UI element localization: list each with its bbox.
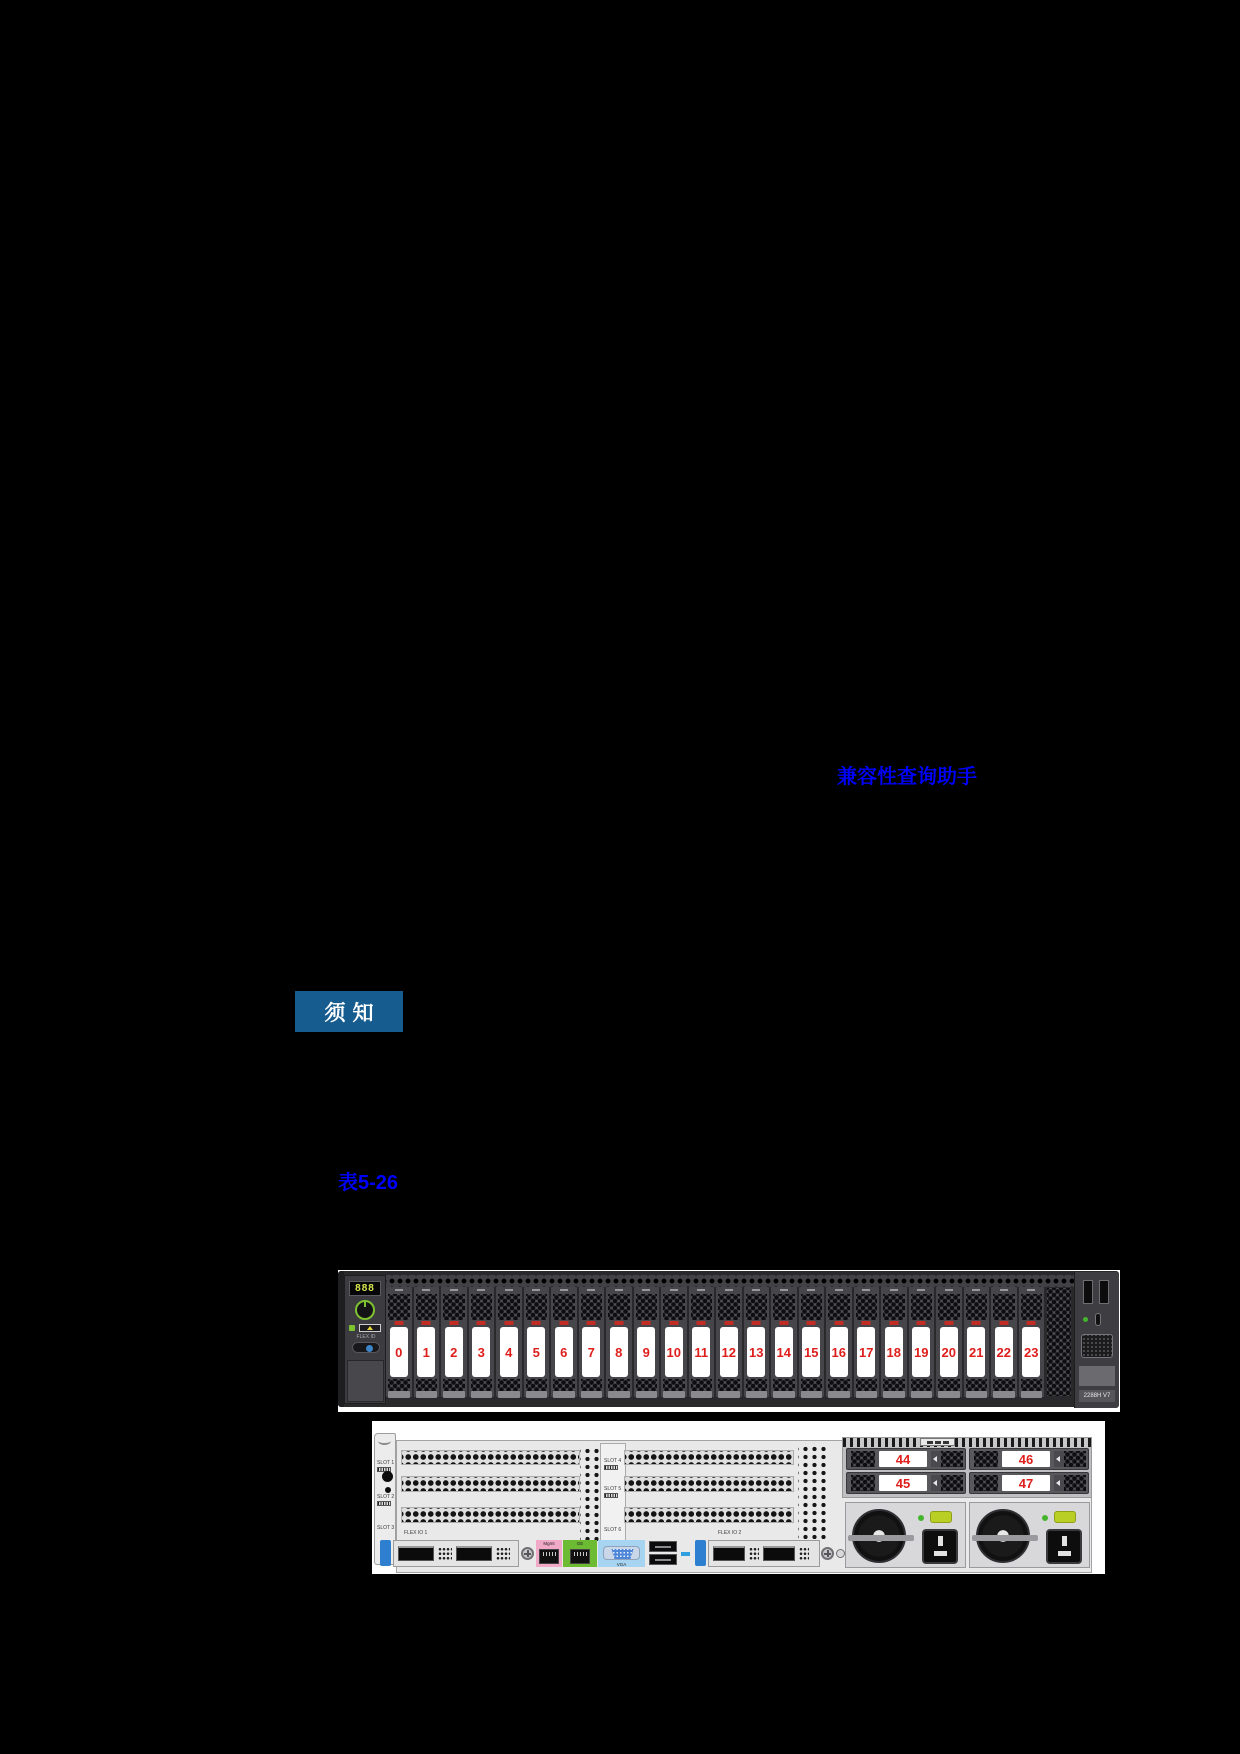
flexio1-label: FLEX IO 1 <box>404 1530 428 1536</box>
bay-latch-icon <box>642 1321 651 1325</box>
diagnostic-display: 888 <box>349 1281 381 1296</box>
psu-2 <box>969 1502 1090 1568</box>
top-vent-strip <box>386 1275 1074 1287</box>
bay-pull-tab <box>416 1391 438 1398</box>
latch-vent <box>1064 1475 1086 1491</box>
bay-pull-tab <box>718 1391 740 1398</box>
bay-vent-top <box>993 1294 1015 1320</box>
slot2-label: SLOT 2 <box>377 1494 395 1500</box>
drive-number-label: 7 <box>582 1327 600 1377</box>
slot1-label: SLOT 1 <box>377 1460 395 1466</box>
front-drive-bays <box>386 1287 1044 1397</box>
front-drive-bay[interactable] <box>469 1287 495 1397</box>
bay-release-clip <box>752 1289 760 1291</box>
bay-release-clip <box>422 1289 430 1291</box>
drive-number-label: 14 <box>775 1327 793 1377</box>
bay-pull-tab <box>498 1391 520 1398</box>
bay-latch-icon <box>587 1321 596 1325</box>
vga-port-label: VGA <box>616 1562 627 1567</box>
bay-vent-top <box>553 1294 575 1320</box>
mgmt-rj45-port[interactable] <box>539 1549 559 1564</box>
uid-led-icon <box>366 1345 373 1352</box>
bay-latch-icon <box>834 1321 843 1325</box>
bay-release-clip <box>835 1289 843 1291</box>
bay-vent-top <box>526 1294 548 1320</box>
front-control-panel <box>344 1275 386 1404</box>
notice-badge: 须知 <box>295 991 403 1032</box>
server-rear-view-figure <box>372 1421 1105 1574</box>
ge-rj45-port[interactable] <box>570 1549 590 1564</box>
health-led-icon <box>349 1325 355 1331</box>
bay-pull-tab <box>443 1391 465 1398</box>
bay-release-clip <box>615 1289 623 1291</box>
flexio-card-2 <box>708 1540 820 1567</box>
latch-arrow-icon <box>1056 1480 1060 1486</box>
pcie-blank-5 <box>624 1476 794 1492</box>
bay-latch-icon <box>449 1321 458 1325</box>
bay-vent-bottom <box>608 1379 630 1391</box>
flexio2-label: FLEX IO 2 <box>718 1530 742 1536</box>
bay-vent-bottom <box>663 1379 685 1391</box>
front-drive-bay[interactable] <box>964 1287 990 1397</box>
bay-vent-bottom <box>553 1379 575 1391</box>
right-vent-strip <box>798 1443 828 1539</box>
drive-number-label: 2 <box>445 1327 463 1377</box>
front-drive-bay[interactable] <box>909 1287 935 1397</box>
cage-vent-rail <box>843 1438 1091 1447</box>
cage-rail-label <box>920 1438 955 1446</box>
bay-release-clip <box>945 1289 953 1291</box>
bay-vent-bottom <box>581 1379 603 1391</box>
flexio2-latch-tab[interactable] <box>695 1540 706 1566</box>
bay-pull-tab <box>1021 1391 1043 1398</box>
front-drive-bay[interactable] <box>991 1287 1017 1397</box>
usb-port-1[interactable] <box>1083 1280 1093 1304</box>
front-drive-bay[interactable] <box>386 1287 412 1397</box>
drive-number-label: 17 <box>857 1327 875 1377</box>
front-drive-bay[interactable] <box>441 1287 467 1397</box>
front-drive-bay[interactable] <box>551 1287 577 1397</box>
bay-vent-bottom <box>801 1379 823 1391</box>
pcie-blank-3 <box>401 1507 580 1523</box>
drive-number-label: 18 <box>885 1327 903 1377</box>
bay-latch-icon <box>807 1321 816 1325</box>
pcie-blank-4 <box>624 1450 794 1465</box>
bay-release-clip <box>450 1289 458 1291</box>
bay-latch-icon <box>532 1321 541 1325</box>
bay-vent-bottom <box>993 1379 1015 1391</box>
front-drive-bay[interactable] <box>881 1287 907 1397</box>
pull-out-tab <box>1079 1366 1115 1386</box>
bay-release-clip <box>807 1289 815 1291</box>
drive-number-label: 20 <box>940 1327 958 1377</box>
slot3-label: SLOT 3 <box>377 1525 395 1531</box>
drive-number-label: 16 <box>830 1327 848 1377</box>
front-drive-bay[interactable] <box>799 1287 825 1397</box>
latch-vent <box>941 1451 963 1467</box>
drive-number-label: 12 <box>720 1327 738 1377</box>
riser-divider <box>600 1443 626 1543</box>
bay-vent-top <box>856 1294 878 1320</box>
bay-vent-top <box>663 1294 685 1320</box>
latch-arrow-icon <box>1056 1456 1060 1462</box>
bay-latch-icon <box>724 1321 733 1325</box>
bay-pull-tab <box>581 1391 603 1398</box>
bay-latch-icon <box>999 1321 1008 1325</box>
slot5-barcode <box>604 1493 618 1498</box>
front-drive-bay[interactable] <box>1019 1287 1045 1397</box>
bay-release-clip <box>1000 1289 1008 1291</box>
knockout-hole <box>382 1471 393 1482</box>
bay-latch <box>1054 1475 1086 1491</box>
bay-release-clip <box>862 1289 870 1291</box>
bay-latch-icon <box>394 1321 403 1325</box>
bay-vent-top <box>416 1294 438 1320</box>
port-vent-grid <box>496 1547 510 1561</box>
drive-number-label: 47 <box>1002 1475 1050 1491</box>
bay-vent-top <box>773 1294 795 1320</box>
bay-pull-tab <box>471 1391 493 1398</box>
pcie-blank-6 <box>624 1507 794 1523</box>
bay-vent-top <box>1021 1294 1043 1320</box>
bay-vent <box>974 1475 998 1491</box>
captive-screw[interactable] <box>521 1547 534 1560</box>
bay-vent-bottom <box>691 1379 713 1391</box>
ear-handle-icon <box>378 1437 391 1445</box>
bay-vent-top <box>388 1294 410 1320</box>
bay-latch <box>931 1451 963 1467</box>
drive-number-label: 19 <box>912 1327 930 1377</box>
front-drive-bay[interactable] <box>744 1287 770 1397</box>
psu1-status-led-icon <box>918 1515 924 1521</box>
bay-vent-top <box>608 1294 630 1320</box>
drive-number-label: 22 <box>995 1327 1013 1377</box>
drive-number-label: 5 <box>527 1327 545 1377</box>
latch-vent <box>941 1475 963 1491</box>
psu2-fan-icon <box>976 1509 1030 1563</box>
compatibility-checker-link[interactable]: 兼容性查询助手 <box>837 766 977 788</box>
model-label: 2288H V7 <box>1079 1390 1115 1402</box>
front-drive-bay[interactable] <box>771 1287 797 1397</box>
bay-latch-icon <box>889 1321 898 1325</box>
slot6-label: SLOT 6 <box>604 1527 622 1533</box>
bay-pull-tab <box>746 1391 768 1398</box>
bay-pull-tab <box>608 1391 630 1398</box>
network-port-1[interactable] <box>398 1546 434 1561</box>
drive-number-label: 46 <box>1002 1451 1050 1467</box>
bay-latch <box>1054 1451 1086 1467</box>
front-drive-bay[interactable] <box>606 1287 632 1397</box>
bay-release-clip <box>697 1289 705 1291</box>
bay-vent <box>851 1475 875 1491</box>
rear-drive-bay[interactable] <box>969 1472 1089 1494</box>
drive-number-label: 45 <box>879 1475 927 1491</box>
bay-vent-top <box>911 1294 933 1320</box>
front-chassis <box>338 1271 1119 1407</box>
bay-latch-icon <box>477 1321 486 1325</box>
bay-vent-bottom <box>416 1379 438 1391</box>
mgmt-port-block <box>536 1540 562 1567</box>
rear-drive-bay[interactable] <box>846 1472 966 1494</box>
bay-vent-top <box>746 1294 768 1320</box>
bay-vent-top <box>691 1294 713 1320</box>
status-indicator-icons <box>349 1324 383 1332</box>
bay-latch-icon <box>559 1321 568 1325</box>
warning-triangle-icon <box>367 1326 373 1330</box>
bay-vent-top <box>828 1294 850 1320</box>
psu2-power-inlet[interactable] <box>1046 1529 1082 1564</box>
bay-pull-tab <box>801 1391 823 1398</box>
label-plate <box>347 1360 384 1402</box>
bay-latch-icon <box>917 1321 926 1325</box>
drive-number-label: 8 <box>610 1327 628 1377</box>
bay-latch-icon <box>697 1321 706 1325</box>
bay-release-clip <box>725 1289 733 1291</box>
psu1-latch-clip[interactable] <box>930 1511 952 1523</box>
bay-vent-bottom <box>746 1379 768 1391</box>
status-indicator <box>681 1552 690 1556</box>
bay-release-clip <box>972 1289 980 1291</box>
rear-usb-port-1[interactable] <box>649 1541 677 1552</box>
bay-vent-top <box>801 1294 823 1320</box>
captive-screw[interactable] <box>821 1547 834 1560</box>
front-drive-bay[interactable] <box>524 1287 550 1397</box>
bay-vent-bottom <box>388 1379 410 1391</box>
bay-pull-tab <box>691 1391 713 1398</box>
vga-port-block <box>598 1540 645 1567</box>
bay-vent-bottom <box>1021 1379 1043 1391</box>
bay-vent-top <box>966 1294 988 1320</box>
slot4-label: SLOT 4 <box>604 1458 622 1464</box>
bay-vent-top <box>471 1294 493 1320</box>
bay-pull-tab <box>773 1391 795 1398</box>
bay-latch-icon <box>504 1321 513 1325</box>
slot5-label: SLOT 5 <box>604 1486 622 1492</box>
bay-vent-top <box>636 1294 658 1320</box>
bay-release-clip <box>587 1289 595 1291</box>
server-front-view-figure <box>338 1270 1120 1412</box>
drive-number-label: 21 <box>967 1327 985 1377</box>
bay-vent-bottom <box>718 1379 740 1391</box>
front-drive-bay[interactable] <box>579 1287 605 1397</box>
front-drive-bay[interactable] <box>689 1287 715 1397</box>
bay-latch-icon <box>972 1321 981 1325</box>
table-caption: 表5-26 <box>338 1172 399 1194</box>
bay-vent <box>974 1451 998 1467</box>
drive-number-label: 0 <box>390 1327 408 1377</box>
power-led-icon <box>1083 1317 1088 1322</box>
slot4-barcode <box>604 1465 618 1470</box>
bay-vent-bottom <box>773 1379 795 1391</box>
port-vent-grid <box>749 1547 759 1561</box>
drive-number-label: 1 <box>417 1327 435 1377</box>
bay-vent-bottom <box>883 1379 905 1391</box>
drive-number-label: 9 <box>637 1327 655 1377</box>
drive-number-label: 23 <box>1022 1327 1040 1377</box>
bay-vent-top <box>718 1294 740 1320</box>
mgmt-port-label: Mgmt <box>543 1541 555 1546</box>
psu-1 <box>845 1502 966 1568</box>
latch-arrow-icon <box>933 1480 937 1486</box>
bay-pull-tab <box>636 1391 658 1398</box>
bay-vent-bottom <box>966 1379 988 1391</box>
drive-number-label: 44 <box>879 1451 927 1467</box>
bay-vent-top <box>938 1294 960 1320</box>
bay-latch-icon <box>944 1321 953 1325</box>
rear-usb-port-2[interactable] <box>649 1554 677 1565</box>
bay-vent-bottom <box>636 1379 658 1391</box>
flex-id-label: FLEX ID <box>356 1334 376 1340</box>
power-button[interactable] <box>355 1300 375 1320</box>
bay-release-clip <box>780 1289 788 1291</box>
port-vent-grid <box>438 1547 452 1561</box>
front-right-panel <box>1074 1272 1119 1408</box>
rear-vga-port[interactable] <box>603 1546 640 1560</box>
bay-release-clip <box>395 1289 403 1291</box>
pcie-blank-2 <box>401 1476 580 1492</box>
bay-latch <box>931 1475 963 1491</box>
bay-release-clip <box>917 1289 925 1291</box>
bay-vent-top <box>443 1294 465 1320</box>
ge-port-block <box>563 1540 597 1567</box>
bay-release-clip <box>890 1289 898 1291</box>
bay-latch-icon <box>752 1321 761 1325</box>
bay-pull-tab <box>663 1391 685 1398</box>
slot2-barcode <box>377 1501 391 1506</box>
psu2-latch-clip[interactable] <box>1054 1511 1076 1523</box>
bay-latch-icon <box>1027 1321 1036 1325</box>
bay-release-clip <box>532 1289 540 1291</box>
bay-release-clip <box>505 1289 513 1291</box>
drive-number-label: 4 <box>500 1327 518 1377</box>
mid-vent-strip <box>580 1445 600 1541</box>
psu1-fan-icon <box>852 1509 906 1563</box>
bay-latch-icon <box>862 1321 871 1325</box>
front-drive-bay[interactable] <box>826 1287 852 1397</box>
bay-pull-tab <box>526 1391 548 1398</box>
bay-latch-icon <box>422 1321 431 1325</box>
bay-vent-bottom <box>443 1379 465 1391</box>
front-drive-bay[interactable] <box>414 1287 440 1397</box>
network-port-3[interactable] <box>713 1546 745 1561</box>
front-drive-bay[interactable] <box>936 1287 962 1397</box>
psu2-status-led-icon <box>1042 1515 1048 1521</box>
front-drive-bay[interactable] <box>854 1287 880 1397</box>
latch-arrow-icon <box>933 1456 937 1462</box>
front-drive-bay[interactable] <box>661 1287 687 1397</box>
bay-release-clip <box>560 1289 568 1291</box>
bay-vent-bottom <box>526 1379 548 1391</box>
front-drive-bay[interactable] <box>716 1287 742 1397</box>
front-vga-port[interactable] <box>1081 1334 1113 1358</box>
bay-vent-top <box>883 1294 905 1320</box>
drive-number-label: 13 <box>747 1327 765 1377</box>
bay-vent-top <box>498 1294 520 1320</box>
bay-release-clip <box>642 1289 650 1291</box>
bay-latch-icon <box>669 1321 678 1325</box>
usb-c-port[interactable] <box>1095 1313 1101 1326</box>
psu1-power-inlet[interactable] <box>922 1529 958 1564</box>
bay-vent-bottom <box>828 1379 850 1391</box>
rear-uid-button[interactable] <box>836 1549 845 1558</box>
bay-latch-icon <box>614 1321 623 1325</box>
bay-release-clip <box>1027 1289 1035 1291</box>
bay-pull-tab <box>966 1391 988 1398</box>
bay-vent-top <box>581 1294 603 1320</box>
front-drive-bay[interactable] <box>634 1287 660 1397</box>
port-vent-grid <box>799 1547 809 1561</box>
bay-pull-tab <box>828 1391 850 1398</box>
bay-pull-tab <box>388 1391 410 1398</box>
drive-number-label: 10 <box>665 1327 683 1377</box>
front-right-vent-panel <box>1046 1287 1072 1397</box>
bay-pull-tab <box>856 1391 878 1398</box>
bay-pull-tab <box>993 1391 1015 1398</box>
drive-number-label: 6 <box>555 1327 573 1377</box>
bay-pull-tab <box>938 1391 960 1398</box>
bay-vent-bottom <box>471 1379 493 1391</box>
ge-port-label: GE <box>576 1541 584 1546</box>
network-port-4[interactable] <box>763 1546 795 1561</box>
bay-vent-bottom <box>911 1379 933 1391</box>
bay-pull-tab <box>553 1391 575 1398</box>
bay-vent-bottom <box>938 1379 960 1391</box>
bay-pull-tab <box>883 1391 905 1398</box>
latch-vent <box>1064 1451 1086 1467</box>
drive-number-label: 3 <box>472 1327 490 1377</box>
bay-latch-icon <box>779 1321 788 1325</box>
flexio1-latch-tab[interactable] <box>380 1540 391 1566</box>
knockout-hole-small <box>385 1487 391 1493</box>
bay-vent-bottom <box>498 1379 520 1391</box>
drive-number-label: 15 <box>802 1327 820 1377</box>
front-drive-bay[interactable] <box>496 1287 522 1397</box>
bay-release-clip <box>670 1289 678 1291</box>
rear-drive-bay[interactable] <box>969 1448 1089 1470</box>
rear-drive-bay[interactable] <box>846 1448 966 1470</box>
pcie-blank-1 <box>401 1450 580 1465</box>
flexio-card-1 <box>393 1540 519 1567</box>
bay-vent <box>851 1451 875 1467</box>
bay-pull-tab <box>911 1391 933 1398</box>
bay-release-clip <box>477 1289 485 1291</box>
drive-number-label: 11 <box>692 1327 710 1377</box>
usb-port-2[interactable] <box>1099 1280 1109 1304</box>
bay-vent-bottom <box>856 1379 878 1391</box>
uid-button[interactable] <box>352 1342 380 1353</box>
network-port-2[interactable] <box>456 1546 492 1561</box>
